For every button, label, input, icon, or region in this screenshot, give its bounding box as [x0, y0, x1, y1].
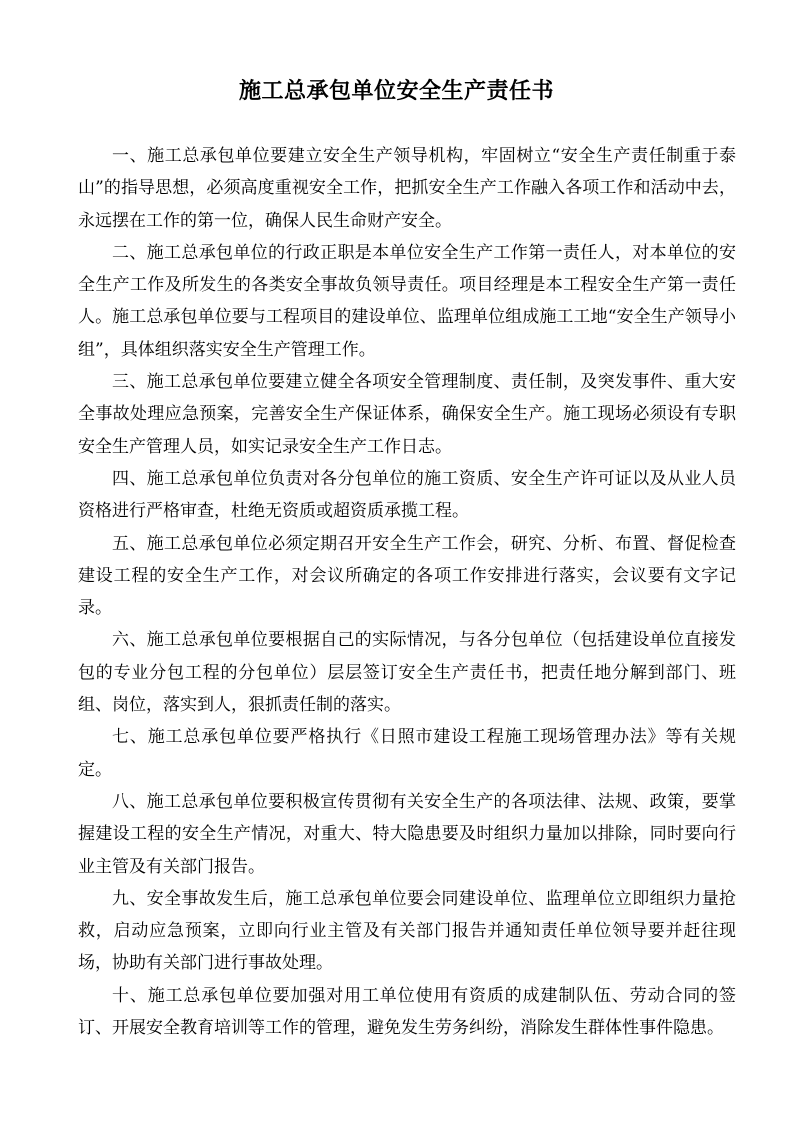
clause-6: 六、施工总承包单位要根据自己的实际情况，与各分包单位（包括建设单位直接发包的专业分包工程的分包单位）层层签订安全生产责任书，把责任地分解到部门、班组、岗位，落实到人，狠抓责任制的落实。 — [78, 630, 736, 716]
clause-8: 八、施工总承包单位要积极宣传贯彻有关安全生产的各项法律、法规、政策，要掌握建设工程的安全生产情况，对重大、特大隐患要及时组织力量加以排除，同时要向行业主管及有关部门报告。 — [78, 791, 736, 877]
clause-9: 九、安全事故发生后，施工总承包单位要会同建设单位、监理单位立即组织力量抢救，启动应急预案，立即向行业主管及有关部门报告并通知责任单位领导要并赶往现场，协助有关部门进行事故处理。 — [78, 888, 736, 974]
clause-7: 七、施工总承包单位要严格执行《日照市建设工程施工现场管理办法》等有关规定。 — [78, 727, 736, 780]
document-body — [78, 140, 736, 1044]
clause-3: 三、施工总承包单位要建立健全各项安全管理制度、责任制，及突发事件、重大安全事故处理应急预案，完善安全生产保证体系，确保安全生产。施工现场必须设有专职安全生产管理人员，如实记录安全生产工作日志。 — [78, 372, 736, 457]
clause-5: 五、施工总承包单位必须定期召开安全生产工作会，研究、分析、布置、督促检查建设工程的安全生产工作，对会议所确定的各项工作安排进行落实，会议要有文字记录。 — [78, 533, 736, 619]
document-title: 施工总承包单位安全生产责任书 — [238, 79, 554, 104]
clause-4: 四、施工总承包单位负责对各分包单位的施工资质、安全生产许可证以及从业人员资格进行严格审查，杜绝无资质或超资质承揽工程。 — [78, 468, 736, 522]
clause-1: 一、施工总承包单位要建立安全生产领导机构，牢固树立“安全生产责任制重于泰山”的指导思想，必须高度重视安全工作，把抓安全生产工作融入各项工作和活动中去，永远摆在工作的第一位，确保人民生命财产安全。 — [78, 146, 736, 231]
clause-10: 十、施工总承包单位要加强对用工单位使用有资质的成建制队伍、劳动合同的签订、开展安全教育培训等工作的管理，避免发生劳务纠纷，消除发生群体性事件隐患。 — [78, 985, 736, 1039]
clause-2: 二、施工总承包单位的行政正职是本单位安全生产工作第一责任人，对本单位的安全生产工作及所发生的各类安全事故负领导责任。项目经理是本工程安全生产第一责任人。施工总承包单位要与工程项目的建设单位、监理单位组成施工工地“安全生产领导小组”，具体组织落实安全生产管理工作。 — [78, 242, 736, 360]
